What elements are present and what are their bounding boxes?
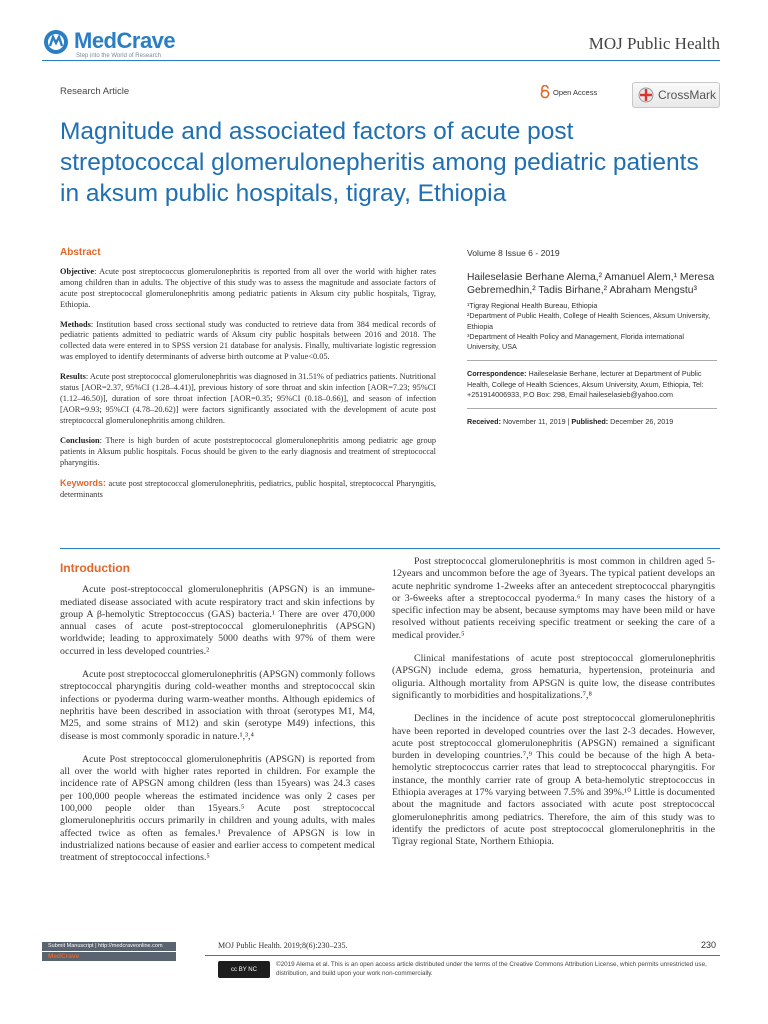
logo-brand: MedCrave — [74, 28, 176, 53]
info-divider — [467, 408, 717, 409]
crossmark-button[interactable] — [632, 82, 720, 108]
correspondence — [467, 369, 717, 400]
affiliation: ³Department of Health Policy and Management, Florida international University, USA — [467, 331, 684, 352]
abstract-conclusion — [60, 436, 436, 469]
citation: MOJ Public Health. 2019;8(6):230–235. — [218, 941, 348, 950]
paragraph: Acute post-streptococcal glomerulonephritis (APSGN) is an immune-mediated disease associated with acute respiratory tract and skin infections by group A β-hemolytic Streptococcus (GAS) bacteria.¹ There are over 470,000 annual cases of acute post-streptococcal glomerulonephritis (APSGN) worldwide; leading to approximately 5000 deaths with 97% of them were occurred in less developed countries.² — [60, 584, 375, 657]
abstract-results — [60, 372, 436, 427]
results-text: : Acute post streptococcal glomerulonephritis was diagnosed in 31.51% of pediatrics patients. Nutritional status [AOR=2.37, 95%CI (1.28–4.41)], previous history of sore throat and skin infection [AOR=7.23; 95%CI (1.12–46.50)], duration of sore throat infection [AOR=0.35; 95%CI (0.18–0.66)], and season of infection [AOR=9.93; 95%CI (4.78–20.62)] were factors significantly associated with the development of acute post streptococcal glomerulonephritis among children. — [60, 372, 436, 425]
article-info — [467, 248, 717, 428]
objective-label: Objective — [60, 266, 95, 276]
introduction-heading: Introduction — [60, 561, 130, 575]
license-text: ©2019 Alema et al. This is an open access article distributed under the terms of the Creative Commons Attribution License, which permits unrestricted use, distribution, and build upon your work non-commercially. — [276, 961, 707, 977]
keywords-label: Keywords: — [60, 478, 107, 489]
open-access-icon — [540, 85, 550, 99]
correspondence-text: Haileselasie Berhane, lecturer at Department of Public Health, College of Health Sciences, Aksum University, Axum, Ethiopia, Tel: +251914006933, P.O Box: 298, Email haileselasieb@yahoo.com — [467, 369, 704, 400]
conclusion-text: : There is high burden of acute poststreptococcal glomerulonephritis among pediatric age group patients in Aksum public hospitals. Focus should be given to the early diagnosis and treatment of streptococcal pharyngitis. — [60, 435, 436, 467]
abstract-heading: Abstract — [60, 247, 101, 258]
body-column-left — [60, 556, 375, 876]
crossmark-label: CrossMark — [658, 88, 717, 102]
medcrave-logo-icon — [42, 28, 70, 56]
conclusion-label: Conclusion — [60, 435, 100, 445]
article-title: Magnitude and associated factors of acute post streptococcal glomerulonepheritis among pediatric patients in aksum public hospitals, tigray, Ethiopia — [60, 118, 699, 207]
affiliation: ¹Tigray Regional Health Bureau, Ethiopia — [467, 301, 598, 310]
paragraph: Declines in the incidence of acute post streptococcal glomerulonephritis have been reported in developed countries over the last 2-3 decades. However, acute post streptococcal glomerulonephritis (APSGN) remained a significant burden in developing countries.⁷,⁹ This could be because of the high A beta-hemolytic streptococcus carrier rates that lead to streptococcal pharyngitis. For instance, the monthly carrier rate of group A beta-hemolytic streptococcus in Ethiopia averages at 17% varying between 7.5% and 39%.¹⁰ Little is documented about the magnitude and factors associated with acute post streptococcal glomerulonephritis among pediatrics. Therefore, the aim of this study was to identify the predictors of acute post streptococcal glomerulonephritis in the Tigray regional State, Northern Ethiopia. — [392, 713, 715, 848]
submit-manuscript-link[interactable]: Submit Manuscript | http://medcraveonline.com — [48, 943, 163, 949]
paragraph: Clinical manifestations of acute post streptococcal glomerulonephritis (APSGN) include edema, gross hematuria, hypertension, proteinuria and oliguria. Although mortality from APSGN is quite low, the disease contributes significantly to morbidities and hospitalizations.⁷,⁸ — [392, 653, 715, 701]
correspondence-label: Correspondence: — [467, 369, 527, 379]
body-column-right — [392, 556, 715, 860]
objective-text: : Acute post streptococcus glomerulonephritis is reported from all over the world with higher rates among children than in adults. The objective of this study was to assess the magnitude and associate factors of acute post streptococcal glomerulonephritis among pediatric patients in Aksum city public hospitals, Tigray, Ethiopia. — [60, 266, 436, 309]
crossmark-icon — [638, 87, 654, 103]
author-list: Haileselasie Berhane Alema,² Amanuel Alem,¹ Meresa Gebremedhin,² Tadis Birhane,² Abraham Mengstu³ — [467, 272, 715, 296]
received-label: Received: — [467, 417, 501, 427]
footer-divider — [205, 955, 720, 956]
article-type: Research Article — [60, 86, 130, 97]
dates — [467, 417, 717, 427]
paragraph: Acute post streptococcal glomerulonephritis (APSGN) commonly follows streptococcal pharyngitis during cold-weather months and streptococcal skin infections or pyoderma during warm-weather months. Although epidemics of nephritis have been described in association with throat (serotypes M1, M4, M25, and some strains of M12) and skin (serotype M49) infections, this disease is most commonly sporadic in nature.¹,³,⁴ — [60, 669, 375, 742]
paragraph: Acute Post streptococcal glomerulonephritis (APSGN) is reported from all over the world with higher rates reported in children. For example the incidence rate of APSGN among children (less than 15years) was 24.3 cases per 100,000 people whereas the estimated incidence was only 2 cases per 100,000 people older than 15years.⁵ Acute post streptococcal glomerulonephritis occurs primarily in children and young adults, with males affected twice as often as females.¹ Prevalence of APSGN is low in industrialized nations because of easier and earlier access to competent medical treatment of streptococcal infections.⁵ — [60, 753, 375, 864]
open-access-badge[interactable] — [540, 85, 597, 99]
published-date: December 26, 2019 — [608, 417, 674, 427]
creative-commons-badge[interactable]: cc BY NC — [218, 961, 270, 978]
open-access-label: Open Access — [553, 87, 598, 97]
published-label: Published: — [571, 417, 609, 427]
results-label: Results — [60, 372, 86, 382]
abstract-methods — [60, 320, 436, 364]
keywords-text: acute post streptococcal glomerulonephritis, pediatrics, public hospital, streptococcal Pharyngitis, determinants — [60, 479, 436, 500]
section-divider — [60, 548, 720, 549]
journal-name: MOJ Public Health — [588, 34, 720, 53]
affiliation: ²Department of Public Health, College of Health Sciences, Aksum University, Ethiopia — [467, 311, 711, 331]
abstract-objective — [60, 267, 436, 311]
page-number: 230 — [700, 940, 716, 950]
methods-label: Methods — [60, 319, 91, 329]
received-date: November 11, 2019 | — [500, 417, 572, 427]
logo-tagline: Step into the World of Research — [76, 53, 161, 59]
keywords — [60, 478, 436, 501]
footer-logo: MedCrave — [48, 953, 80, 960]
volume-issue: Volume 8 Issue 6 - 2019 — [467, 248, 560, 258]
methods-text: : Institution based cross sectional study was conducted to retrieve data from 384 medical records of pediatric patients admitted to pediatric wards of Aksum city public hospitals between 2016 and 2018. The collected data were entered in to SPSS version 21 database for analysis. Finally, multivariate logistic regression was employed to identify determinants of adverse birth outcome at P value<0.05. — [60, 319, 436, 362]
header-divider — [42, 60, 720, 61]
paragraph: Post streptococcal glomerulonephritis is most common in children aged 5-12years and uncommon before the age of 3years. The typical patient develops an acute nephritic syndrome 1-2weeks after an antecedent streptococcal pharyngitis or 3-6weeks after a streptococcal pyoderma.⁶ In many cases the history of a specific infection may be absent, because symptoms may have been mild or have resolved without patients receiving specific treatment or seeking the care of a medical provider.⁵ — [392, 556, 715, 641]
info-divider — [467, 360, 717, 361]
abstract-section — [60, 238, 436, 501]
